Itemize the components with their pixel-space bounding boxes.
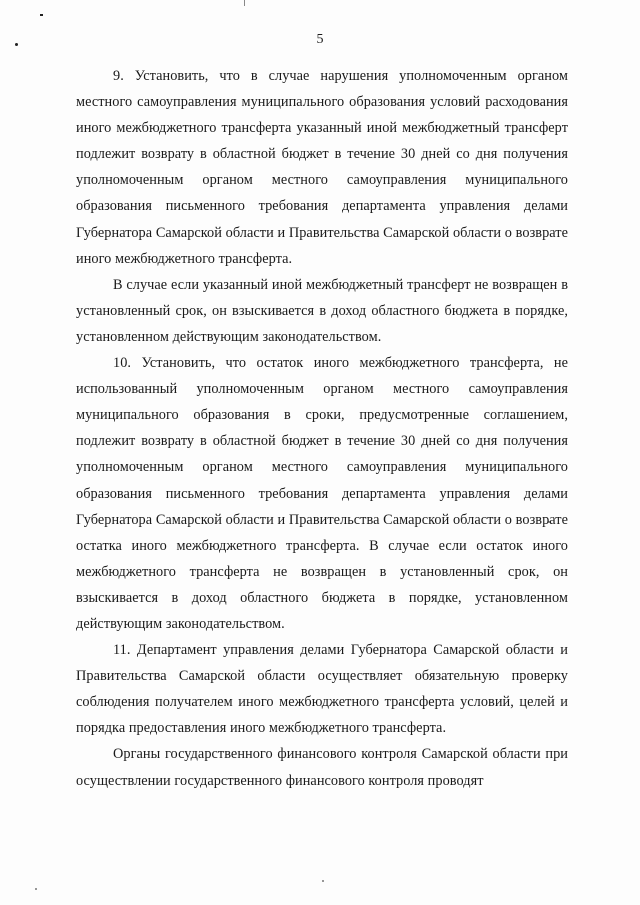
scan-speck xyxy=(35,888,37,890)
paragraph-clause-11: 11. Департамент управления делами Губернатора Самарской области и Правительства Самарской области осуществляет обязательную проверку соблюдения получателем иного межбюджетного трансферта условий, целей и порядка предоставления иного межбюджетного трансферта. xyxy=(76,642,568,737)
scan-artifact-top-left xyxy=(40,14,43,16)
scan-speck xyxy=(322,880,324,882)
paragraph-clause-10: 10. Установить, что остаток иного межбюджетного трансферта, не использованный уполномоченным органом местного самоуправления муниципального образования в сроки, предусмотренные соглашением, подлежит возврату в областной бюджет в течение 30 дней со дня получения уполномоченным органом местного самоуправления муниципального образования письменного требования департамента управления делами Губернатора Самарской области и Правительства Самарской области о возврате остатка иного межбюджетного трансферта. В случае если остаток иного межбюджетного трансферта не возвращен в установленный срок, он взыскивается в доход областного бюджета в порядке, установленном действующим законодательством. xyxy=(76,355,568,632)
document-body xyxy=(76,63,568,794)
scan-artifact-top-tick xyxy=(244,0,245,6)
paragraph-clause-9: 9. Установить, что в случае нарушения уполномоченным органом местного самоуправления муниципального образования условий расходования иного межбюджетного трансферта указанный иной межбюджетный трансферт подлежит возврату в областной бюджет в течение 30 дней со дня получения уполномоченным органом местного самоуправления муниципального образования письменного требования департамента управления делами Губернатора Самарской области и Правительства Самарской области о возврате иного межбюджетного трансферта. xyxy=(76,68,568,267)
paragraph-financial-control: Органы государственного финансового контроля Самарской области при осуществлении государственного финансового контроля проводят xyxy=(76,746,568,789)
page-number: 5 xyxy=(316,32,324,47)
paragraph-clause-9-recovery: В случае если указанный иной межбюджетный трансферт не возвращен в установленный срок, он взыскивается в доход областного бюджета в порядке, установленном действующим законодательством. xyxy=(76,276,568,345)
